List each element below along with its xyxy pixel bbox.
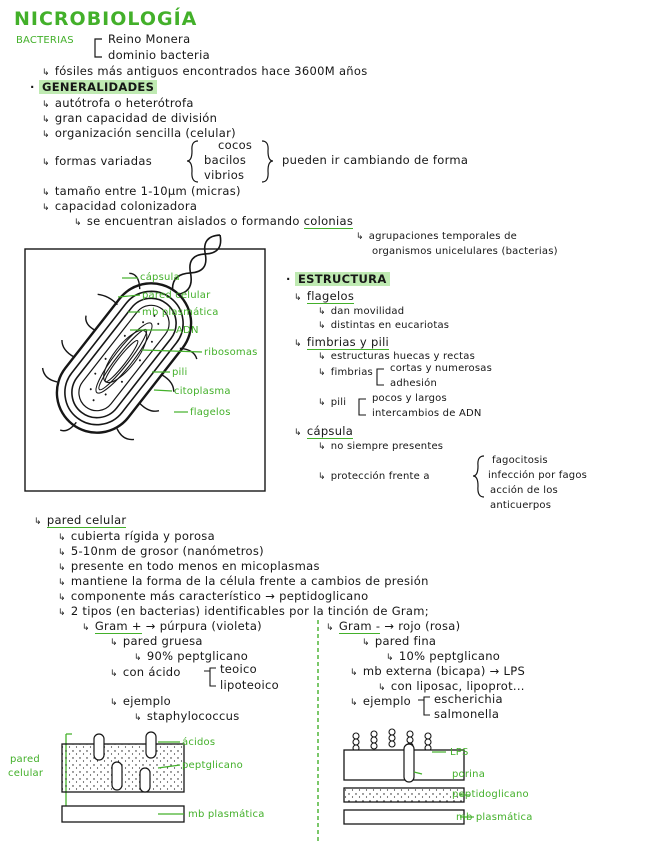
pili-label: ↳ pili (318, 397, 347, 408)
gram-neg-pared: ↳ pared fina (362, 634, 437, 648)
gen-item: ↳ tamaño entre 1-10μm (micras) (42, 184, 241, 198)
diagram-label-capsula: cápsula (140, 272, 180, 283)
ejemplo-item: salmonella (434, 707, 500, 721)
arrow-icon: ↳ (42, 130, 50, 140)
reino-text: Reino Monera (108, 32, 191, 46)
diagram-label-flagelos: flagelos (190, 407, 231, 418)
proteccion-item: fagocitosis (492, 455, 548, 466)
porin (404, 744, 414, 782)
gen-item: ↳ autótrofa o heterótrofa (42, 96, 194, 110)
side-label-celular: celular (8, 768, 44, 779)
bracket-fimbrias (374, 368, 386, 388)
gen-item: ↳ organización sencilla (celular) (42, 126, 236, 140)
diagram-label-adn: ADN (176, 325, 199, 336)
arrow-icon: ↳ (318, 352, 326, 362)
bacterias-label: BACTERIAS (16, 35, 74, 46)
bl-label-acidos: ácidos (182, 737, 216, 748)
gram-neg-pared-sub: ↳ 10% peptglicano (386, 649, 501, 663)
proteccion-item: acción de los (490, 485, 558, 496)
arrow-icon: ↳ (318, 368, 326, 378)
gram-pos-acido: ↳ con ácido (110, 665, 181, 679)
arrow-icon: ↳ (362, 638, 370, 648)
arrow-icon: ↳ (134, 713, 142, 723)
diagram-frame (25, 249, 265, 491)
pili-item: intercambios de ADN (372, 408, 482, 419)
pared-heading: ↳ pared celular (34, 513, 127, 527)
arrow-icon: ↳ (294, 293, 302, 303)
arrow-icon: ↳ (34, 517, 42, 527)
bracket-pili (356, 398, 368, 418)
teichoic-acid (94, 734, 104, 760)
pared-item: ↳ 5-10nm de grosor (nanómetros) (58, 544, 264, 558)
brace-formas-right (260, 140, 274, 184)
arrow-icon: ↳ (318, 398, 326, 408)
diagram-label-pared: pared celular (142, 290, 211, 301)
arrow-icon: ↳ (42, 100, 50, 110)
gram-neg-heading: ↳ Gram - → rojo (rosa) (326, 619, 461, 633)
arrow-icon: ↳ (58, 608, 66, 618)
bracket-ejemplo (418, 696, 432, 718)
colonias-def-1: ↳ agrupaciones temporales de (356, 231, 517, 242)
br-label-mb: mb plasmática (456, 812, 533, 823)
lipoteichoic-acid (112, 762, 122, 790)
dominio-text: dominio bacteria (108, 48, 210, 62)
colonias-line: ↳ se encuentran aislados o formando colonias (74, 214, 354, 228)
forma-vibrio: vibrios (204, 168, 245, 182)
br-label-lps: LPS (450, 747, 469, 758)
colonias-def-2: organismos unicelulares (bacterias) (372, 246, 558, 257)
arrow-icon: ↳ (326, 623, 334, 633)
bl-label-mb: mb plasmática (188, 809, 265, 820)
generalidades-heading: · GENERALIDADES (30, 80, 157, 94)
arrow-icon: ↳ (350, 668, 358, 678)
acido-item: lipoteoico (220, 678, 279, 692)
flagelos-item: ↳ dan movilidad (318, 306, 405, 317)
arrow-icon: ↳ (386, 653, 394, 663)
peptidoglycan-thick-layer (62, 744, 184, 792)
lps-chains (353, 729, 431, 751)
arrow-icon: ↳ (318, 442, 326, 452)
brace-proteccion (472, 455, 486, 499)
arrow-icon: ↳ (356, 232, 364, 242)
br-label-porina: porina (452, 769, 486, 780)
fosiles-text: ↳ fósiles más antiguos encontrados hace 3600M años (42, 64, 368, 78)
peptidoglycan-thin-layer (344, 788, 464, 802)
arrow-icon: ↳ (58, 578, 66, 588)
arrow-icon: ↳ (74, 218, 82, 228)
gen-item: ↳ capacidad colonizadora (42, 199, 198, 213)
arrow-icon: ↳ (110, 698, 118, 708)
arrow-icon: ↳ (294, 428, 302, 438)
proteccion-text: ↳ protección frente a (318, 471, 430, 482)
arrow-icon: ↳ (42, 115, 50, 125)
fimbrias-pili-heading: ↳ fimbrias y pili (294, 335, 390, 349)
acido-item: teoico (220, 662, 257, 676)
flagelos-heading: ↳ flagelos (294, 289, 355, 303)
arrow-icon: ↳ (82, 623, 90, 633)
pared-item: ↳ mantiene la forma de la célula frente a cambios de presión (58, 574, 429, 588)
bracket-acido (204, 667, 218, 689)
mb-plasmatica-neg-layer (344, 810, 464, 824)
diagram-label-citoplasma: citoplasma (174, 386, 231, 397)
gram-pos-ejemplo: ↳ ejemplo (110, 694, 172, 708)
diagram-label-pili: pili (172, 367, 188, 378)
diagram-label-ribosomas: ribosomas (204, 347, 258, 358)
arrow-icon: ↳ (42, 188, 50, 198)
arrow-icon: ↳ (42, 203, 50, 213)
teichoic-acid (146, 732, 156, 758)
ejemplo-item: escherichia (434, 692, 503, 706)
pared-item: ↳ presente en todo menos en micoplasmas (58, 559, 320, 573)
diagram-label-mb: mb plasmática (142, 307, 219, 318)
flagella-shape (169, 230, 226, 297)
gram-neg-ejemplo: ↳ ejemplo (350, 694, 412, 708)
gram-pos-pared-sub: ↳ 90% peptglicano (134, 649, 249, 663)
pared-item: ↳ cubierta rígida y porosa (58, 529, 215, 543)
arrow-icon: ↳ (58, 533, 66, 543)
arrow-icon: ↳ (42, 68, 50, 78)
estructura-heading: · ESTRUCTURA (286, 272, 390, 286)
arrow-icon: ↳ (318, 321, 326, 331)
proteccion-item: infección por fagos (488, 470, 588, 481)
flagelos-item: ↳ distintas en eucariotas (318, 320, 450, 331)
column-divider (316, 620, 320, 842)
arrow-icon: ↳ (350, 698, 358, 708)
arrow-icon: ↳ (42, 158, 50, 168)
gen-item: ↳ formas variadas (42, 154, 153, 168)
gen-item: ↳ gran capacidad de división (42, 111, 218, 125)
arrow-icon: ↳ (318, 472, 326, 482)
arrow-icon: ↳ (294, 339, 302, 349)
capsula-item: ↳ no siempre presentes (318, 441, 444, 452)
gram-neg-mb: ↳ mb externa (bicapa) → LPS (350, 664, 526, 678)
fp-item: ↳ estructuras huecas y rectas (318, 351, 476, 362)
arrow-icon: ↳ (378, 683, 386, 693)
arrow-icon: ↳ (58, 548, 66, 558)
arrow-icon: ↳ (110, 638, 118, 648)
bl-label-peptglicano: peptglicano (182, 760, 243, 771)
arrow-icon: ↳ (58, 593, 66, 603)
fimbrias-label: ↳ fimbrias (318, 367, 373, 378)
side-label-pared: pared (10, 754, 40, 765)
pared-item: ↳ 2 tipos (en bacterias) identificables por la tinción de Gram; (58, 604, 429, 618)
arrow-icon: ↳ (134, 653, 142, 663)
page-title: NICROBIOLOGÍA (14, 8, 198, 30)
gram-pos-diagram (8, 728, 308, 840)
pared-item: ↳ componente más característico → peptidoglicano (58, 589, 369, 603)
capsula-heading: ↳ cápsula (294, 424, 354, 438)
gram-pos-heading: ↳ Gram + → púrpura (violeta) (82, 619, 262, 633)
formas-note: pueden ir cambiando de forma (282, 153, 469, 167)
arrow-icon: ↳ (58, 563, 66, 573)
gram-pos-ejemplo-sub: ↳ staphylococcus (134, 709, 240, 723)
lipoteichoic-acid (140, 768, 150, 792)
bracket-bacterias (92, 38, 106, 60)
arrow-icon: ↳ (110, 669, 118, 679)
fimbrias-item: cortas y numerosas (390, 363, 492, 374)
brace-formas (186, 140, 200, 184)
forma-bacilo: bacilos (204, 153, 247, 167)
gram-neg-mb-sub: ↳ con liposac, lipoprot... (378, 679, 525, 693)
br-label-peptidoglicano: peptidoglicano (452, 789, 529, 800)
arrow-icon: ↳ (318, 307, 326, 317)
fimbrias-item: adhesión (390, 378, 438, 389)
forma-coco: cocos (218, 138, 253, 152)
pili-item: pocos y largos (372, 393, 447, 404)
proteccion-item: anticuerpos (490, 500, 552, 511)
gram-pos-pared: ↳ pared gruesa (110, 634, 203, 648)
